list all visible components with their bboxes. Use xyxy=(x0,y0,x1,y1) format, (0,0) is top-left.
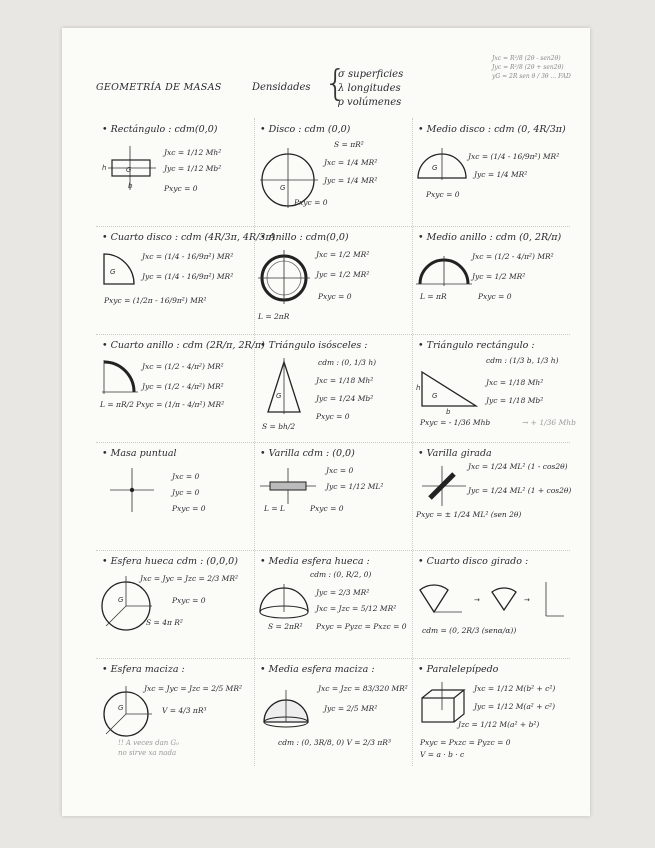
cell-cuarto-anillo: • Cuarto anillo : cdm (2R/π, 2R/π) Jxc = (1/2 - 4/π²) MR² Jyc = (1/2 - 4/π²) MR² Pxyc = (1/π - 4/π²) MR² L = πR/2 xyxy=(100,340,265,409)
cell-title: • Varilla cdm : (0,0) xyxy=(260,448,355,459)
rectangle-figure xyxy=(100,142,160,202)
cell-varilla-girada: • Varilla girada Jxc = 1/24 ML² (1 - cos2θ) Jyc = 1/24 ML² (1 + cos2θ) Pxyc = ± 1/24 ML² (sen 2θ) xyxy=(416,448,572,519)
svg-text:h: h xyxy=(102,164,107,172)
cell-title: • Rectángulo : cdm(0,0) xyxy=(102,124,218,135)
svg-text:G: G xyxy=(118,596,124,604)
cell-medio-anillo: • Medio anillo : cdm (0, 2R/π) Jxc = (1/2 - 4/π²) MR² Jyc = 1/2 MR² Pxyc = 0 L = πR xyxy=(418,232,562,301)
cell-varilla: • Varilla cdm : (0,0) Jxc = 0 Jyc = 1/12 ML² Pxyc = 0 L = L xyxy=(260,448,384,513)
svg-text:G: G xyxy=(110,268,116,276)
cell-triangulo-isosceles: • Triángulo isósceles : G cdm : (0, 1/3 h) Jxc = 1/18 Mh² Jyc = 1/24 Mb² Pxyc = 0 S = bh/2 xyxy=(260,340,377,431)
rod-figure xyxy=(258,466,318,506)
svg-text:G: G xyxy=(126,166,132,174)
svg-text:G: G xyxy=(276,392,282,400)
cell-esfera-hueca: • Esfera hueca cdm : (0,0,0) G Jxc = Jyc = Jzc = 2/3 MR² Pxyc = 0 S = 4π R² xyxy=(96,550,254,658)
svg-text:b: b xyxy=(128,182,133,190)
corner-note: Jxc = R²/8 (2θ - sen2θ) Jyc = R²/8 (2θ + sen2θ) yG = 2R sen θ / 3θ ... FAD xyxy=(492,55,571,80)
svg-text:G: G xyxy=(432,164,438,172)
cell-triangulo-rectangulo: • Triángulo rectángulo : h b G cdm : (1/3 b, 1/3 h) Jxc = 1/18 Mh² Jyc = 1/18 Mb² Pxyc = - 1/36 Mhb → + 1/36 Mhb xyxy=(416,340,576,427)
svg-text:G: G xyxy=(280,184,286,192)
half-disk-figure xyxy=(414,144,472,184)
svg-text:→: → xyxy=(474,596,480,604)
cell-cuarto-disco: • Cuarto disco : cdm (4R/3π, 4R/3π) G Jxc = (1/4 - 16/9π²) MR² Jyc = (1/4 - 16/9π²) MR² Pxyc = (1/2π - 16/9π²) MR² xyxy=(102,232,276,305)
rotated-quarter-disk-figure xyxy=(416,572,566,622)
paper-sheet xyxy=(62,28,590,816)
cell-cuarto-disco-girado: • Cuarto disco girado : → → cdm = (0, 2R/3 (senα/α)) xyxy=(412,550,570,658)
cell-paralelepipedo: • Paralelepípedo Jxc = 1/12 M(b² + c²) Jyc = 1/12 M(a² + c²) Jzc = 1/12 M(a² + b²) Pxyc = Pxzc = Pyzc = 0 V = a · b · c xyxy=(418,664,556,759)
cell-title: • Cuarto disco : cdm (4R/3π, 4R/3π) xyxy=(102,232,276,243)
cell-title: • Paralelepípedo xyxy=(418,664,499,675)
hollow-hemisphere-figure xyxy=(256,582,314,624)
cell-anillo: • Anillo : cdm(0,0) Jxc = 1/2 MR² Jyc = 1/2 MR² Pxyc = 0 L = 2πR xyxy=(258,232,370,321)
cell-title: • Medio anillo : cdm (0, 2R/π) xyxy=(418,232,562,243)
svg-text:b: b xyxy=(446,408,451,414)
cell-title: • Masa puntual xyxy=(102,448,177,459)
cell-esfera-maciza: • Esfera maciza : G Jxc = Jyc = Jzc = 2/5 MR² V = 4/3 πR³ !! A veces dan G₀ no sirve xa nada xyxy=(96,658,254,766)
cell-title: • Triángulo isósceles : xyxy=(260,340,368,351)
cell-title: • Esfera hueca cdm : (0,0,0) xyxy=(102,556,238,567)
page-title: GEOMETRÍA DE MASAS xyxy=(96,82,222,93)
point-mass-figure xyxy=(106,464,158,516)
cell-medio-disco: • Medio disco : cdm (0, 4R/3π) G Jxc = (1/4 - 16/9π²) MR² Jyc = 1/4 MR² Pxyc = 0 xyxy=(412,118,570,226)
cell-rectangulo: • Rectángulo : cdm(0,0) G h b Jxc = 1/12 Mh² Jyc = 1/12 Mb² Pxyc = 0 xyxy=(96,118,254,226)
cell-title: • Media esfera maciza : xyxy=(260,664,375,675)
density-volume: ρ volúmenes xyxy=(338,97,402,108)
densities-label: Densidades xyxy=(252,82,311,93)
right-triangle-figure xyxy=(416,368,482,414)
cell-media-esfera-hueca: • Media esfera hueca : cdm : (0, R/2, 0) Jyc = 2/3 MR² Jxc = Jzc = 5/12 MR² Pxyc = Pyzc = Pxzc = 0 S = 2πR² xyxy=(254,550,412,658)
brace-icon: { xyxy=(324,63,347,104)
cell-disco: • Disco : cdm (0,0) G S = πR² Jxc = 1/4 MR² Jyc = 1/4 MR² Pxyc = 0 xyxy=(254,118,412,226)
svg-text:→: → xyxy=(524,596,530,604)
cell-title: • Esfera maciza : xyxy=(102,664,185,675)
svg-text:h: h xyxy=(416,384,421,392)
cell-title: • Anillo : cdm(0,0) xyxy=(260,232,349,243)
svg-text:G: G xyxy=(118,704,124,712)
cell-masa-puntual: • Masa puntual Jxc = 0 Jyc = 0 Pxyc = 0 xyxy=(96,442,254,550)
density-length: λ longitudes xyxy=(338,83,401,94)
isosceles-triangle-figure xyxy=(262,358,306,418)
densities-list xyxy=(338,68,403,110)
svg-text:G: G xyxy=(432,392,438,400)
quarter-ring-figure xyxy=(100,356,140,396)
cell-title: • Disco : cdm (0,0) xyxy=(260,124,351,135)
quarter-disk-figure xyxy=(100,248,140,288)
cell-title: • Cuarto anillo : cdm (2R/π, 2R/π) xyxy=(102,340,265,351)
density-surface: σ superficies xyxy=(338,69,404,80)
rotated-rod-figure xyxy=(420,464,468,508)
cell-title: • Varilla girada xyxy=(418,448,492,459)
half-ring-figure xyxy=(416,252,472,288)
cell-title: • Triángulo rectángulo : xyxy=(418,340,535,351)
cell-title: • Media esfera hueca : xyxy=(260,556,370,567)
solid-hemisphere-figure xyxy=(258,686,316,736)
cell-title: • Cuarto disco girado : xyxy=(418,556,529,567)
cell-media-esfera-maciza: • Media esfera maciza : Jxc = Jzc = 83/320 MR² Jyc = 2/5 MR² cdm : (0, 3R/8, 0) V = 2/3 πR³ xyxy=(260,664,408,747)
cell-title: • Medio disco : cdm (0, 4R/3π) xyxy=(418,124,566,135)
formula-grid xyxy=(96,118,576,766)
ring-figure xyxy=(258,248,312,306)
